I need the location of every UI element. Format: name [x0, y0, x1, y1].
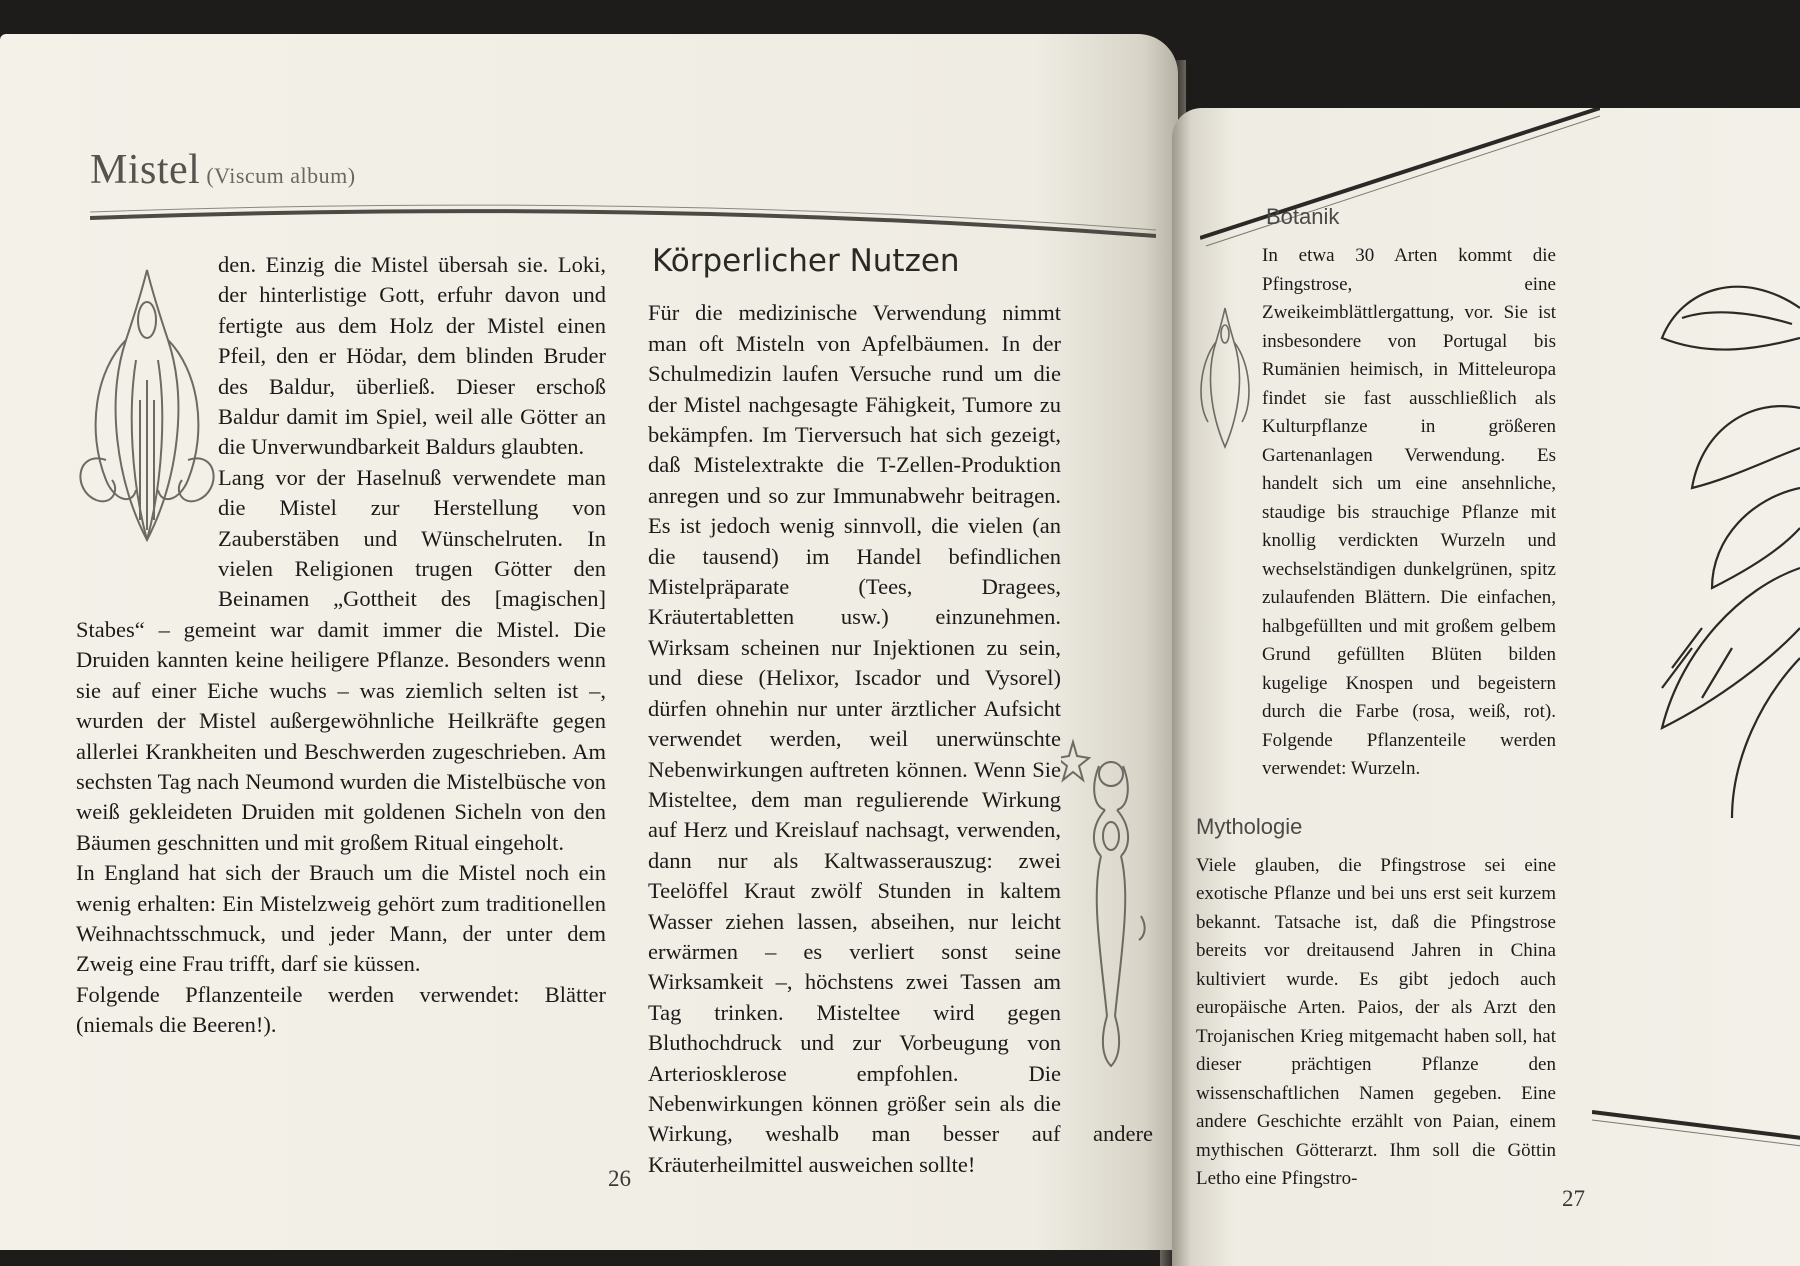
section-heading: Körperlicher Nutzen	[652, 243, 960, 279]
left-page	[0, 34, 1178, 1250]
lily-ornament-icon	[76, 250, 218, 608]
paragraph-loki: den. Einzig die Mistel übersah sie. Loki, der hinterlistige Gott, erfuhr davon und fertigte aus dem Holz der Mistel einen Pfeil, den er Hödar, dem blinden Bruder des Baldur, überließ. Dieser erschoß Baldur damit im Spiel, weil alle Götter an die Unverwundbarkeit Baldurs glaubten.	[218, 252, 606, 460]
right-text-column	[648, 243, 1153, 1180]
running-head-title: Mistel	[90, 147, 201, 193]
small-lily-icon	[1196, 302, 1254, 784]
paragraph-england: In England hat sich der Brauch um die Mistel noch ein wenig erhalten: Ein Mistelzweig gehört zum traditionellen Weihnachtsschmuck, und jeder Mann, der unter dem Zweig eine Frau trifft, darf sie küssen.	[76, 860, 606, 977]
paragraph-pflanzenteile: Folgende Pflanzenteile werden verwendet: Blätter (niemals die Beeren!).	[76, 981, 606, 1038]
paragraph-nutzen: Für die medizinische Verwendung nimmt man oft Misteln von Apfelbäumen. In der Schulmedizin laufen Versuche rund um die der Mistel nachgesagte Fähigkeit, Tumore zu bekämpfen. Im Tierversuch hat sich gezeigt, daß Mistelextrakte die T-Zellen-Produktion anregen und so zur Immunabwehr beitragen. Es ist jedoch wenig sinnvoll, die vielen (an die tausend) im Handel befindlichen Mistelpräparate (Tees, Dragees, Kräutertabletten usw.) einzunehmen. Wirksam scheinen nur Injektionen zu sein, und diese (Helixor, Iscador und Vysorel) dürfen ohnehin nur unter ärztlicher Aufsicht verwendet werden, weil unerwünschte Nebenwirkungen auftreten können. Wenn Sie Misteltee, dem man regulierende Wirkung auf Herz und Kreislauf nachsagt, verwenden, dann nur als Kaltwasserauszug: zwei Teelöffel Kraut zwölf Stunden in kaltem Wasser ziehen lassen, abseihen, nur leicht erwärmen – es verliert sonst seine Wirksamkeit –, höchstens zwei Tassen am Tag trinken. Misteltee wird gegen Bluthochdruck und zur Vorbeugung von Arteriosklerose empfohlen. Die Nebenwirkungen können größer sein als die Wirkung, weshalb man besser auf andere Kräuterheilmittel ausweichen sollte!	[648, 300, 1153, 1177]
header-rule	[90, 204, 1156, 244]
right-footer-rule	[1592, 1108, 1800, 1148]
botanik-text: In etwa 30 Arten kommt die Pfingstrose, eine Zweikeimblättlergattung, vor. Sie ist insbesondere von Portugal bis Rumänien heimisch, in Mitteleuropa findet sie fast ausschließlich als Kulturpflanze in größeren Gartenanlagen Verwendung. Es handelt sich um eine ansehnliche, staudige bis strauchige Pflanze mit knollig verdickten Wurzeln und wechselständigen dunkelgrünen, spitz zulaufenden Blättern. Die einfachen, halbgefüllten und mit großem gelbem Grund gefüllten Blüten bilden kugelige Knospen und begeistern durch die Farbe (rosa, weiß, rot). Folgende Pflanzenteile werden verwendet: Wurzeln.	[1262, 245, 1556, 779]
paragraph-haselnuss: Lang vor der Haselnuß verwendete man die Mistel zur Herstellung von Zauberstäben und Wünschelruten. In vielen Religionen trugen Götter den Beinamen „Gottheit des [magischen] Stabes“ – gemeint war damit immer die Mistel. Die Druiden kannten keine heiligere Pflanze. Besonders wenn sie auf einer Eiche wuchs – was ziemlich selten ist –, wurden der Mistel außergewöhnliche Heilkräfte gegen allerlei Krankheiten und Beschwerden zugeschrieben. Am sechsten Tag nach Neumond wurden die Mistelbüsche von weiß gekleideten Druiden mit goldenen Sicheln von den Bäumen geschnitten und mit großem Ritual eingeholt.	[76, 464, 606, 855]
page-number-right: 27	[1562, 1186, 1585, 1211]
running-head	[90, 146, 356, 194]
page-number-left: 26	[608, 1166, 631, 1191]
running-head-subtitle: (Viscum album)	[206, 163, 356, 188]
mythologie-text: Viele glauben, die Pfingstrose sei eine exotische Pflanze und bei uns erst seit kurzem bekannt. Tatsache ist, daß die Pfingstrose bereits vor dreitausend Jahren in China kultiviert wurde. Es gibt jedoch auch europäische Arten. Paios, der als Arzt den Trojanischen Krieg mitgemacht haben soll, hat dieser prächtigen Pflanze den wissenschaftlichen Namen gegeben. Eine andere Geschichte erzählt von Paian, einem mythischen Götterarzt. Ihm soll die Göttin Letho eine Pfingstro-	[1196, 854, 1556, 1189]
mythologie-heading: Mythologie	[1196, 813, 1303, 839]
botanik-heading: Botanik	[1266, 204, 1340, 229]
left-text-column	[76, 250, 606, 1041]
peony-drawing-icon	[1622, 228, 1800, 828]
right-text-block	[1196, 204, 1556, 1194]
right-page	[1172, 108, 1800, 1266]
goddess-ornament-icon	[1061, 736, 1153, 1096]
